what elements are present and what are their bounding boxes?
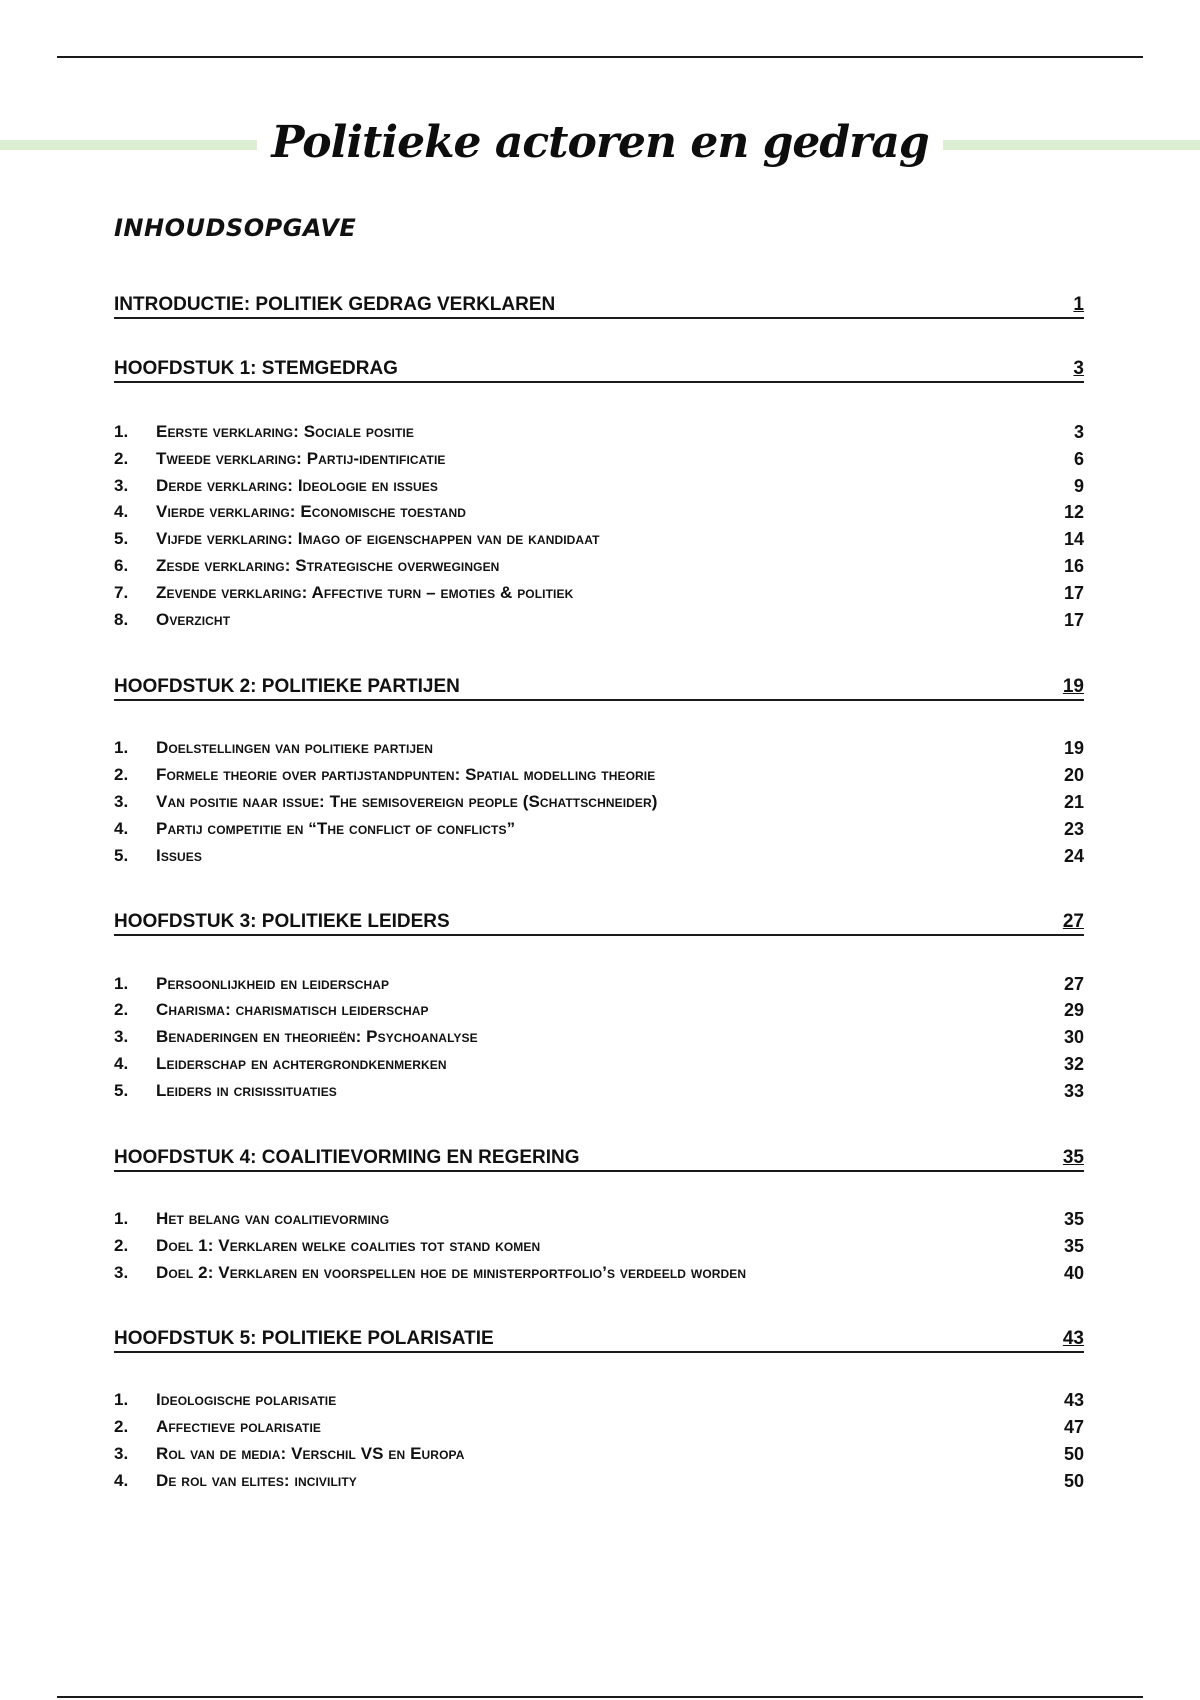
toc-section[interactable]: [114, 1051, 1084, 1077]
toc-section[interactable]: [114, 580, 1084, 606]
toc-section-number: 7.: [114, 583, 129, 602]
toc-section[interactable]: [114, 1233, 1084, 1259]
toc-section-page: 17: [1063, 582, 1084, 603]
toc-section-number: 3.: [114, 1027, 129, 1046]
toc-section-page: 47: [1063, 1416, 1084, 1437]
toc-section[interactable]: [114, 553, 1084, 579]
toc-section-number: 3.: [114, 1444, 129, 1463]
toc-section-number: 6.: [114, 556, 129, 575]
toc-section-page: 32: [1063, 1053, 1084, 1074]
toc-section[interactable]: [114, 1024, 1084, 1050]
toc-section-page: 30: [1063, 1026, 1084, 1047]
toc-section-page: 29: [1063, 999, 1084, 1020]
toc-section-number: 2.: [114, 765, 129, 784]
toc-introduction[interactable]: [114, 290, 1084, 319]
toc-section[interactable]: [114, 789, 1084, 815]
toc-section-page: 50: [1063, 1443, 1084, 1464]
toc-section-label: Doel 1: Verklaren welke coalities tot stand komen: [156, 1236, 541, 1255]
toc-section-number: 1.: [114, 974, 129, 993]
toc-section[interactable]: [114, 1441, 1084, 1467]
toc-section-label: Doelstellingen van politieke partijen: [156, 738, 434, 757]
toc-section-label: Rol van de media: Verschil VS en Europa: [156, 1444, 465, 1463]
toc-section-page: 50: [1063, 1470, 1084, 1491]
toc-section-label: Formele theorie over partijstandpunten: Spatial modelling theorie: [156, 765, 656, 784]
toc-section-label: Benaderingen en theorieën: Psychoanalyse: [156, 1027, 478, 1046]
toc-chapter-1[interactable]: [114, 354, 1084, 383]
toc-section-label: Issues: [156, 846, 203, 865]
toc-chapter-label: HOOFDSTUK 3: POLITIEKE LEIDERS: [114, 911, 450, 932]
toc-section-page: 3: [1073, 421, 1084, 442]
toc-section-page: 35: [1063, 1235, 1084, 1256]
toc-section[interactable]: [114, 526, 1084, 552]
toc-section-label: Vierde verklaring: Economische toestand: [156, 502, 466, 521]
toc-section-label: Vijfde verklaring: Imago of eigenschappen van de kandidaat: [156, 529, 600, 548]
toc-section-page: 19: [1063, 737, 1084, 758]
toc-section-number: 1.: [114, 1209, 129, 1228]
toc-section[interactable]: [114, 419, 1084, 445]
toc-section[interactable]: [114, 735, 1084, 761]
toc-section-page: 43: [1063, 1389, 1084, 1410]
toc-section-label: Zesde verklaring: Strategische overwegingen: [156, 556, 500, 575]
toc-section-number: 8.: [114, 610, 129, 629]
toc-chapter-2[interactable]: [114, 672, 1084, 701]
toc-section[interactable]: [114, 1387, 1084, 1413]
toc-section-label: Eerste verklaring: Sociale positie: [156, 422, 414, 441]
toc-section-number: 4.: [114, 1471, 129, 1490]
toc-section-label: Zevende verklaring: Affective turn – emoties & politiek: [156, 583, 574, 602]
toc-section-number: 2.: [114, 449, 129, 468]
toc-chapter-5[interactable]: [114, 1324, 1084, 1353]
toc-section-label: De rol van elites: incivility: [156, 1471, 357, 1490]
toc-section-number: 2.: [114, 1417, 129, 1436]
toc-chapter-label: HOOFDSTUK 5: POLITIEKE POLARISATIE: [114, 1328, 494, 1349]
toc-section-page: 35: [1063, 1208, 1084, 1229]
toc-introduction-label: INTRODUCTIE: POLITIEK GEDRAG VERKLAREN: [114, 294, 556, 315]
toc-section[interactable]: [114, 1414, 1084, 1440]
toc-section-label: Leiders in crisissituaties: [156, 1081, 337, 1100]
toc-section-label: Ideologische polarisatie: [156, 1390, 337, 1409]
toc-section-page: 23: [1063, 818, 1084, 839]
toc-section-page: 17: [1063, 609, 1084, 630]
toc-section-page: 6: [1073, 448, 1084, 469]
toc-section-label: Charisma: charismatisch leiderschap: [156, 1000, 429, 1019]
toc-section-page: 24: [1063, 845, 1084, 866]
toc-section-label: Persoonlijkheid en leiderschap: [156, 974, 390, 993]
toc-section[interactable]: [114, 473, 1084, 499]
toc-chapter-label: HOOFDSTUK 2: POLITIEKE PARTIJEN: [114, 676, 460, 697]
toc-section-number: 3.: [114, 1263, 129, 1282]
toc-section-page: 9: [1073, 475, 1084, 496]
toc-section-number: 3.: [114, 476, 129, 495]
toc-section[interactable]: [114, 971, 1084, 997]
toc-section-label: Het belang van coalitievorming: [156, 1209, 390, 1228]
toc-section-number: 2.: [114, 1236, 129, 1255]
toc-section[interactable]: [114, 1260, 1084, 1286]
toc-section-label: Van positie naar issue: The semisovereign people (Schattschneider): [156, 792, 658, 811]
toc-section-number: 1.: [114, 422, 129, 441]
toc-chapter-label: HOOFDSTUK 4: COALITIEVORMING EN REGERING: [114, 1147, 580, 1168]
toc-section-label: Doel 2: Verklaren en voorspellen hoe de ministerportfolio’s verdeeld worden: [156, 1263, 747, 1282]
toc-section-page: 40: [1063, 1262, 1084, 1283]
toc-section-page: 21: [1063, 791, 1084, 812]
toc-section-label: Partij competitie en “The conflict of conflicts”: [156, 819, 516, 838]
toc-section[interactable]: [114, 1206, 1084, 1232]
toc-section-page: 12: [1063, 501, 1084, 522]
toc-section-number: 4.: [114, 1054, 129, 1073]
bottom-rule: [57, 1696, 1143, 1698]
toc-section[interactable]: [114, 607, 1084, 633]
toc-chapter-page: 27: [1062, 911, 1084, 932]
document-title: Politieke actoren en gedrag: [0, 108, 1200, 178]
toc-section[interactable]: [114, 446, 1084, 472]
toc-chapter-page: 19: [1062, 676, 1084, 697]
toc-chapter-page: 35: [1062, 1147, 1084, 1168]
toc-section-number: 4.: [114, 502, 129, 521]
toc-section-label: Tweede verklaring: Partij-identificatie: [156, 449, 446, 468]
toc-section-number: 5.: [114, 846, 129, 865]
toc-section[interactable]: [114, 499, 1084, 525]
toc-section[interactable]: [114, 1468, 1084, 1494]
toc-section-number: 3.: [114, 792, 129, 811]
toc-chapter-page: 43: [1062, 1328, 1084, 1349]
toc-section-number: 5.: [114, 529, 129, 548]
toc-section-label: Derde verklaring: Ideologie en issues: [156, 476, 438, 495]
toc-section-label: Affectieve polarisatie: [156, 1417, 321, 1436]
toc-section-page: 16: [1063, 555, 1084, 576]
toc-chapter-page: 3: [1073, 358, 1084, 379]
toc-section-page: 14: [1063, 528, 1084, 549]
toc-section-page: 27: [1063, 973, 1084, 994]
toc-section[interactable]: [114, 843, 1084, 869]
toc-section-number: 2.: [114, 1000, 129, 1019]
top-rule: [57, 56, 1143, 58]
toc-section[interactable]: [114, 816, 1084, 842]
toc-section-number: 1.: [114, 1390, 129, 1409]
toc-introduction-page: 1: [1073, 294, 1084, 315]
toc-section-number: 5.: [114, 1081, 129, 1100]
toc-section[interactable]: [114, 762, 1084, 788]
toc-section[interactable]: [114, 1078, 1084, 1104]
toc-section-label: Overzicht: [156, 610, 231, 629]
toc-section-number: 4.: [114, 819, 129, 838]
toc-chapter-4[interactable]: [114, 1143, 1084, 1172]
toc-section-label: Leiderschap en achtergrondkenmerken: [156, 1054, 447, 1073]
toc-section-page: 20: [1063, 764, 1084, 785]
toc-chapter-label: HOOFDSTUK 1: STEMGEDRAG: [114, 358, 398, 379]
toc-section-page: 33: [1063, 1080, 1084, 1101]
toc-chapter-3[interactable]: [114, 907, 1084, 936]
toc-section-number: 1.: [114, 738, 129, 757]
toc-section[interactable]: [114, 997, 1084, 1023]
toc-heading: INHOUDSOPGAVE: [114, 214, 357, 242]
